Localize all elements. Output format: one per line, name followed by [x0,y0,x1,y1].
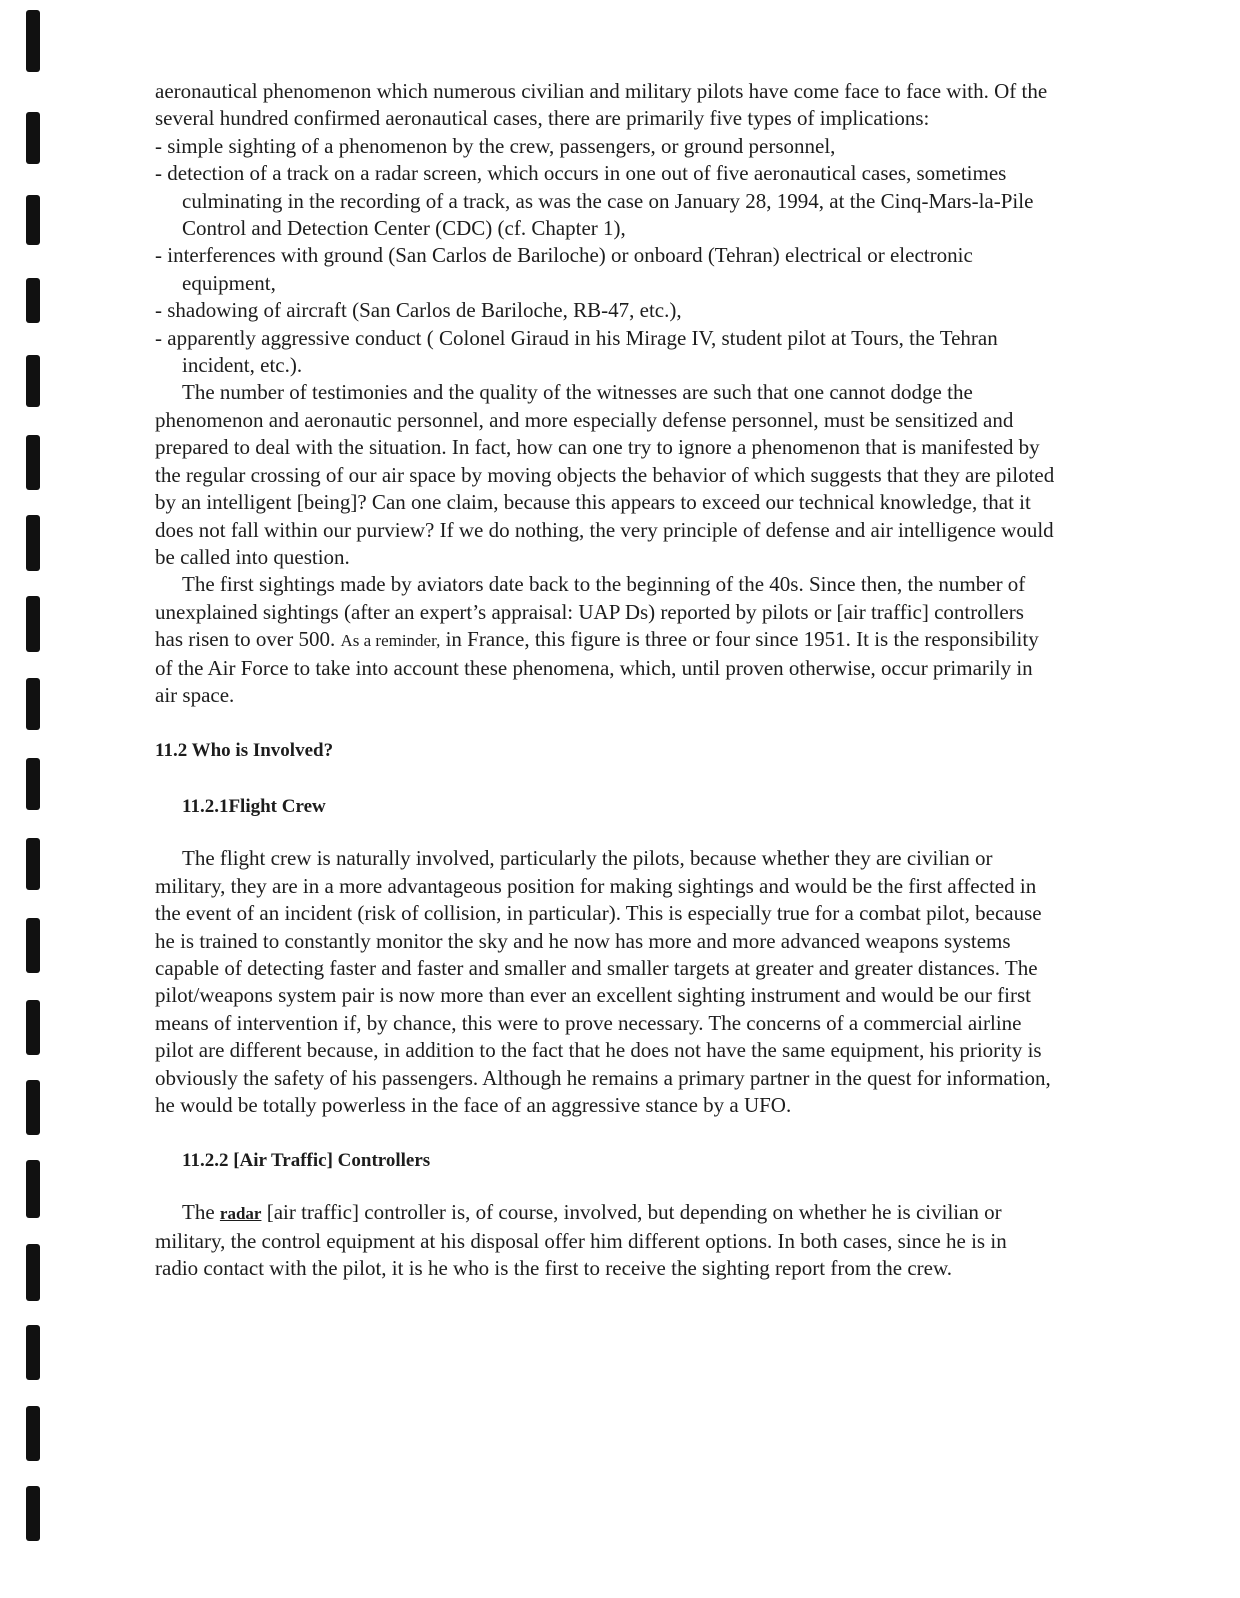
binder-hole [26,112,40,164]
binder-hole [26,1325,40,1380]
subsection-heading-controllers: 11.2.2 [Air Traffic] Controllers [182,1150,431,1172]
implication-item: - detection of a track on a radar screen, which occurs in one out of five aeronautical cases, sometimes culminating in the recording of a track, as was the case on January 28, 1994, at the Cinq-Mars-la-Pile Control and Detection Center (CDC) (cf. Chapter 1), [155,161,1034,241]
binder-hole [26,596,40,652]
paragraph-text: The [182,1200,220,1225]
binder-hole [26,838,40,890]
first-sightings-paragraph [155,571,1055,709]
paragraph-text: The first sightings made by aviators date back to the beginning of the 40s. Since then, the number of unexplained sightings (after an expert’s appraisal: UAP Ds) reported by pilots or [air traffic] controllers has risen to over 500. [155,572,1026,652]
binder-hole [26,1486,40,1541]
binder-hole [26,515,40,571]
document-page [155,78,1055,1283]
binder-hole [26,758,40,810]
radar-underlined: radar [219,1204,262,1224]
binder-hole [26,195,40,245]
testimonies-paragraph: The number of testimonies and the quality of the witnesses are such that one cannot dodge the phenomenon and aeronautic personnel, and more especially defense personnel, must be sensitized and prepared to deal with the situation. In fact, how can one try to ignore a phenomenon that is manifested by the regular crossing of our air space by moving objects the behavior of which suggests that they are piloted by an intelligent [being]? Can one claim, because this appears to exceed our technical knowledge, that it does not fall within our purview? If we do nothing, the very principle of defense and air intelligence would be called into question. [155,380,1055,569]
binder-hole [26,435,40,490]
implication-item: - apparently aggressive conduct ( Colonel Giraud in his Mirage IV, student pilot at Tours, the Tehran incident, etc.). [155,325,998,378]
paragraph-text: in France, this figure is three or four since 1951. It is the responsibility of the Air Force to take into account these phenomena, which, until proven otherwise, occur primarily in air space. [155,627,1039,707]
binder-hole [26,678,40,730]
controllers-paragraph [155,1199,1055,1282]
implication-item: - interferences with ground (San Carlos de Bariloche) or onboard (Tehran) electrical or electronic equipment, [155,243,973,295]
intro-paragraph: aeronautical phenomenon which numerous civilian and military pilots have come face to face with. Of the several hundred confirmed aeronautical cases, there are primarily five types of implications: [155,79,1048,131]
paragraph-text: [air traffic] controller is, of course, involved, but depending on whether he is civilian or military, the control equipment at his disposal offer him different options. In both cases, since he is in radio contact with the pilot, it is he who is the first to receive the sighting report from the crew. [155,1200,1007,1281]
implication-item: - simple sighting of a phenomenon by the crew, passengers, or ground personnel, [155,133,836,158]
reminder-text: As a reminder, [340,631,441,651]
binder-hole [26,1160,40,1218]
binder-hole [26,1080,40,1135]
binder-hole [26,918,40,973]
flight-crew-paragraph: The flight crew is naturally involved, particularly the pilots, because whether they are civilian or military, they are in a more advantageous position for making sightings and would be the first affected in the event of an incident (risk of collision, in particular). This is especially true for a combat pilot, because he is trained to constantly monitor the sky and he now has more and more advanced weapons systems capable of detecting faster and faster and smaller and smaller targets at greater and greater distances. The pilot/weapons system pair is now more than ever an excellent sighting instrument and would be our first means of intervention if, by chance, this were to prove necessary. The concerns of a commercial airline pilot are different because, in addition to the fact that he does not have the same equipment, his priority is obviously the safety of his passengers. Although he remains a primary partner in the quest for information, he would be totally powerless in the face of an aggressive stance by a UFO. [155,846,1051,1117]
binder-hole [26,355,40,407]
binder-holes [0,0,60,1598]
implication-item: - shadowing of aircraft (San Carlos de Bariloche, RB-47, etc.), [155,298,682,323]
binder-hole [26,278,40,323]
binder-hole [26,1000,40,1055]
binder-hole [26,1406,40,1461]
subsection-heading-flight-crew: 11.2.1Flight Crew [182,796,326,818]
binder-hole [26,1244,40,1301]
section-heading: 11.2 Who is Involved? [155,740,334,762]
binder-hole [26,10,40,72]
